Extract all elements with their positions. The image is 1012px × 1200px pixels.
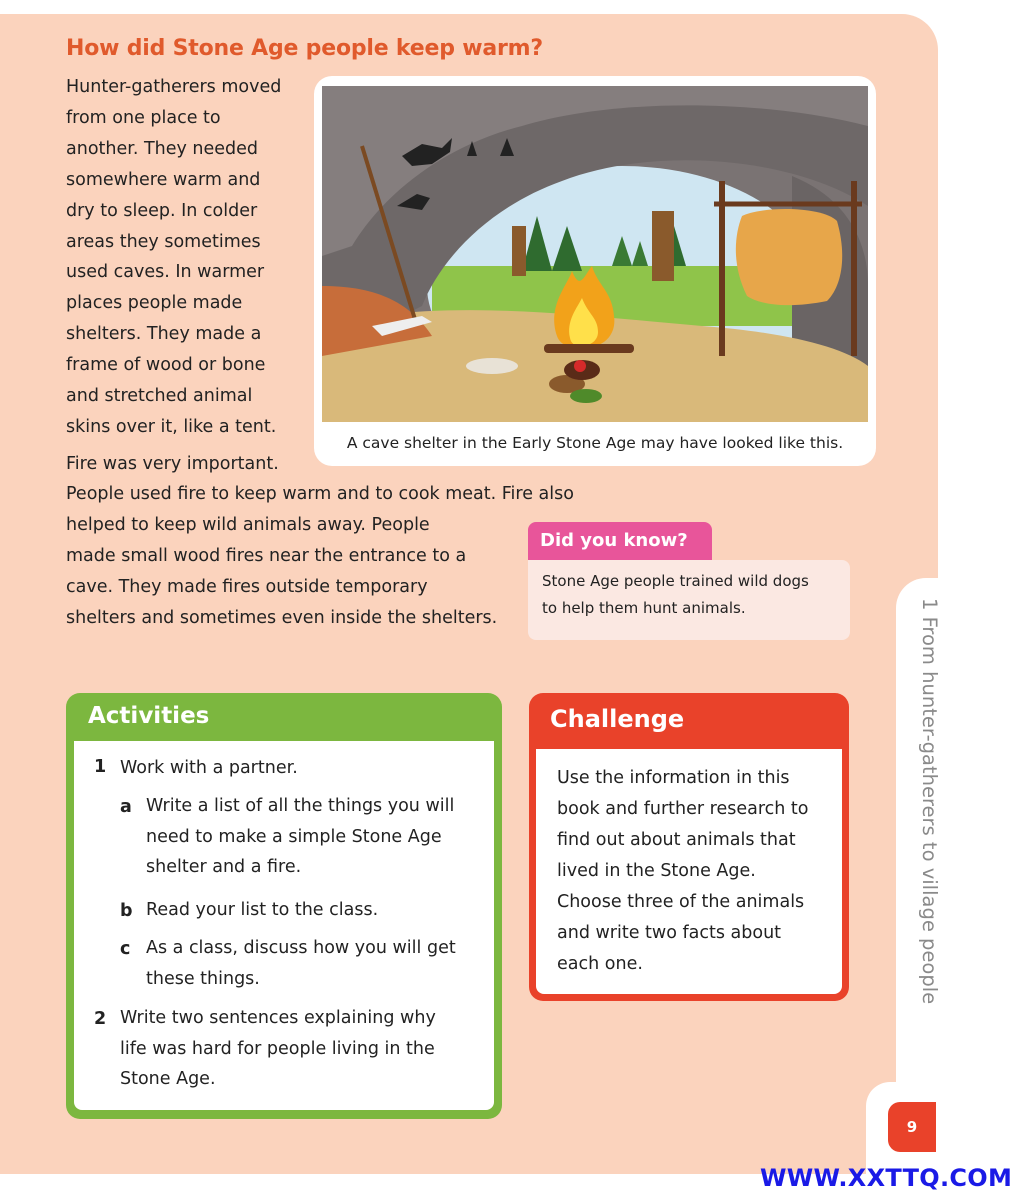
did-you-know-line: Stone Age people trained wild dogs: [542, 572, 809, 590]
intro-line: frame of wood or bone: [66, 355, 266, 376]
chapter-title-vertical: [913, 598, 943, 1078]
challenge-line: lived in the Stone Age.: [557, 861, 756, 881]
activities-title: Activities: [88, 703, 210, 729]
challenge-content: [536, 749, 842, 994]
challenge-box: [529, 693, 849, 1001]
fire-line: made small wood fires near the entrance to a: [66, 546, 467, 566]
activity-line: Stone Age.: [120, 1069, 216, 1089]
challenge-line: Choose three of the animals: [557, 892, 805, 912]
intro-line: Hunter-gatherers moved: [66, 77, 282, 97]
intro-line: dry to sleep. In colder: [66, 200, 258, 221]
intro-line: places people made: [66, 293, 243, 314]
fire-line: helped to keep wild animals away. People: [66, 515, 430, 535]
intro-line: somewhere warm and: [66, 169, 261, 190]
activity-line: shelter and a fire.: [146, 857, 302, 877]
activity-item: Work with a partner.: [120, 758, 298, 778]
activity-line: these things.: [146, 968, 260, 989]
did-you-know-box: [528, 560, 850, 640]
page-number: 9: [888, 1102, 936, 1152]
cave-illustration-card: [314, 76, 876, 466]
challenge-line: book and further research to: [557, 799, 809, 819]
fire-line: People used fire to keep warm and to cook meat. Fire also: [66, 484, 574, 504]
challenge-text: [557, 763, 837, 980]
watermark: WWW.XXTTQ.COM: [760, 1164, 1012, 1192]
activity-line: Write two sentences explaining why: [120, 1008, 436, 1028]
activities-box: [66, 693, 502, 1119]
activity-sub-label: a: [120, 797, 132, 817]
activity-sub-label: b: [120, 901, 133, 921]
intro-line: from one place to: [66, 107, 221, 128]
activity-line: need to make a simple Stone Age: [146, 826, 442, 847]
illustration-caption: A cave shelter in the Early Stone Age may have looked like this.: [346, 434, 844, 452]
challenge-title: Challenge: [550, 705, 685, 733]
intro-paragraph: [66, 72, 296, 443]
challenge-line: and write two facts about: [557, 923, 782, 943]
activity-sub-item: [146, 791, 486, 883]
intro-line: another. They needed: [66, 138, 259, 159]
activity-number: 2: [94, 1009, 107, 1029]
intro-line: used caves. In warmer: [66, 262, 265, 283]
did-you-know-line: to help them hunt animals.: [542, 599, 746, 617]
activity-item: [120, 1003, 480, 1095]
challenge-line: each one.: [557, 954, 643, 974]
activity-line: life was hard for people living in the: [120, 1038, 435, 1059]
activity-line: As a class, discuss how you will get: [146, 938, 456, 958]
fire-line: shelters and sometimes even inside the shelters.: [66, 608, 498, 628]
activity-sub-item: [146, 933, 486, 994]
fire-subheading: Fire was very important.: [66, 454, 279, 474]
intro-line: skins over it, like a tent.: [66, 416, 277, 437]
page-title: How did Stone Age people keep warm?: [66, 36, 543, 61]
fire-line: cave. They made fires outside temporary: [66, 577, 428, 597]
activity-sub-label: c: [120, 939, 131, 959]
challenge-line: Use the information in this: [557, 768, 790, 788]
intro-line: and stretched animal: [66, 386, 253, 407]
activity-sub-item: Read your list to the class.: [146, 900, 379, 920]
cave-scene-image: [322, 86, 868, 422]
cave-illustration: [322, 86, 868, 422]
challenge-line: find out about animals that: [557, 830, 796, 850]
intro-line: shelters. They made a: [66, 324, 262, 345]
did-you-know-title: Did you know?: [528, 522, 712, 560]
activity-line: Write a list of all the things you will: [146, 796, 455, 816]
chapter-title-text: 1 From hunter-gatherers to village people: [918, 598, 941, 1005]
activities-content: [74, 741, 494, 1110]
intro-line: areas they sometimes: [66, 231, 261, 252]
activity-number: 1: [94, 757, 107, 777]
